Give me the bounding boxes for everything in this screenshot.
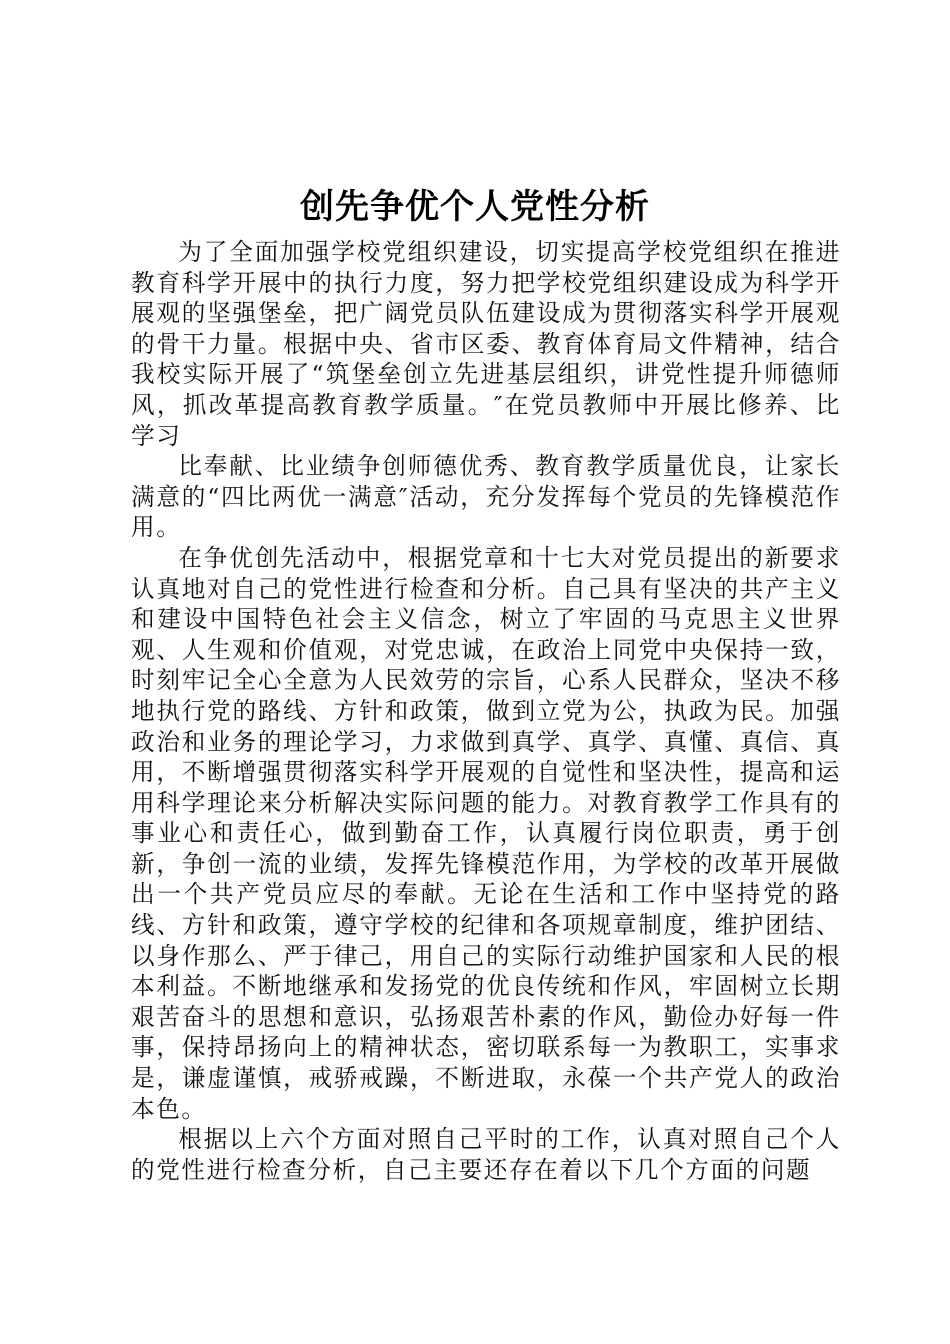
document-body [131,237,841,1185]
paragraph-self-analysis: 在争优创先活动中，根据党章和十七大对党员提出的新要求认真地对自己的党性进行检查和分析。自己具有坚决的共产主义和建设中国特色社会主义信念，树立了牢固的马克思主义世界观、人生观和价值观，对党忠诚，在政治上同党中央保持一致，时刻牢记全心全意为人民效劳的宗旨，心系人民群众，坚决不移地执行党的路线、方针和政策，做到立党为公，执政为民。加强政治和业务的理论学习，力求做到真学、真学、真懂、真信、真用，不断增强贯彻落实科学开展观的自觉性和坚决性，提高和运用科学理论来分析解决实际问题的能力。对教育教学工作具有的事业心和责任心，做到勤奋工作，认真履行岗位职责，勇于创新，争创一流的业绩，发挥先锋模范作用，为学校的改革开展做出一个共产党员应尽的奉献。无论在生活和工作中坚持党的路线、方针和政策，遵守学校的纪律和各项规章制度，维护团结、以身作那么、严于律己，用自己的实际行动维护国家和人民的根本利益。不断地继承和发扬党的优良传统和作风，牢固树立长期艰苦奋斗的思想和意识，弘扬艰苦朴素的作风，勤俭办好每一件事，保持昂扬向上的精神状态，密切联系每一为教职工，实事求是，谦虚谨慎，戒骄戒躁，不断进取，永葆一个共产党人的政治本色。 [131,543,841,1123]
paragraph-problems: 根据以上六个方面对照自己平时的工作，认真对照自己个人的党性进行检查分析，自己主要还存在着以下几个方面的问题 [131,1125,841,1184]
paragraph-activity: 比奉献、比业绩争创师德优秀、教育教学质量优良，让家长满意的“四比两优一满意″活动，充分发挥每个党员的先锋模范作用。 [131,452,841,542]
paragraph-intro: 为了全面加强学校党组织建设，切实提高学校党组织在推进教育科学开展中的执行力度，努力把学校党组织建设成为科学开展观的坚强堡垒，把广阔党员队伍建设成为贯彻落实科学开展观的骨干力量。根据中央、省市区委、教育体育局文件精神，结合我校实际开展了“筑堡垒创立先进基层组织，讲党性提升师德师风，抓改革提高教育教学质量。″在党员教师中开展比修养、比学习 [131,238,841,450]
document-title: 创先争优个人党性分析 [300,187,650,227]
